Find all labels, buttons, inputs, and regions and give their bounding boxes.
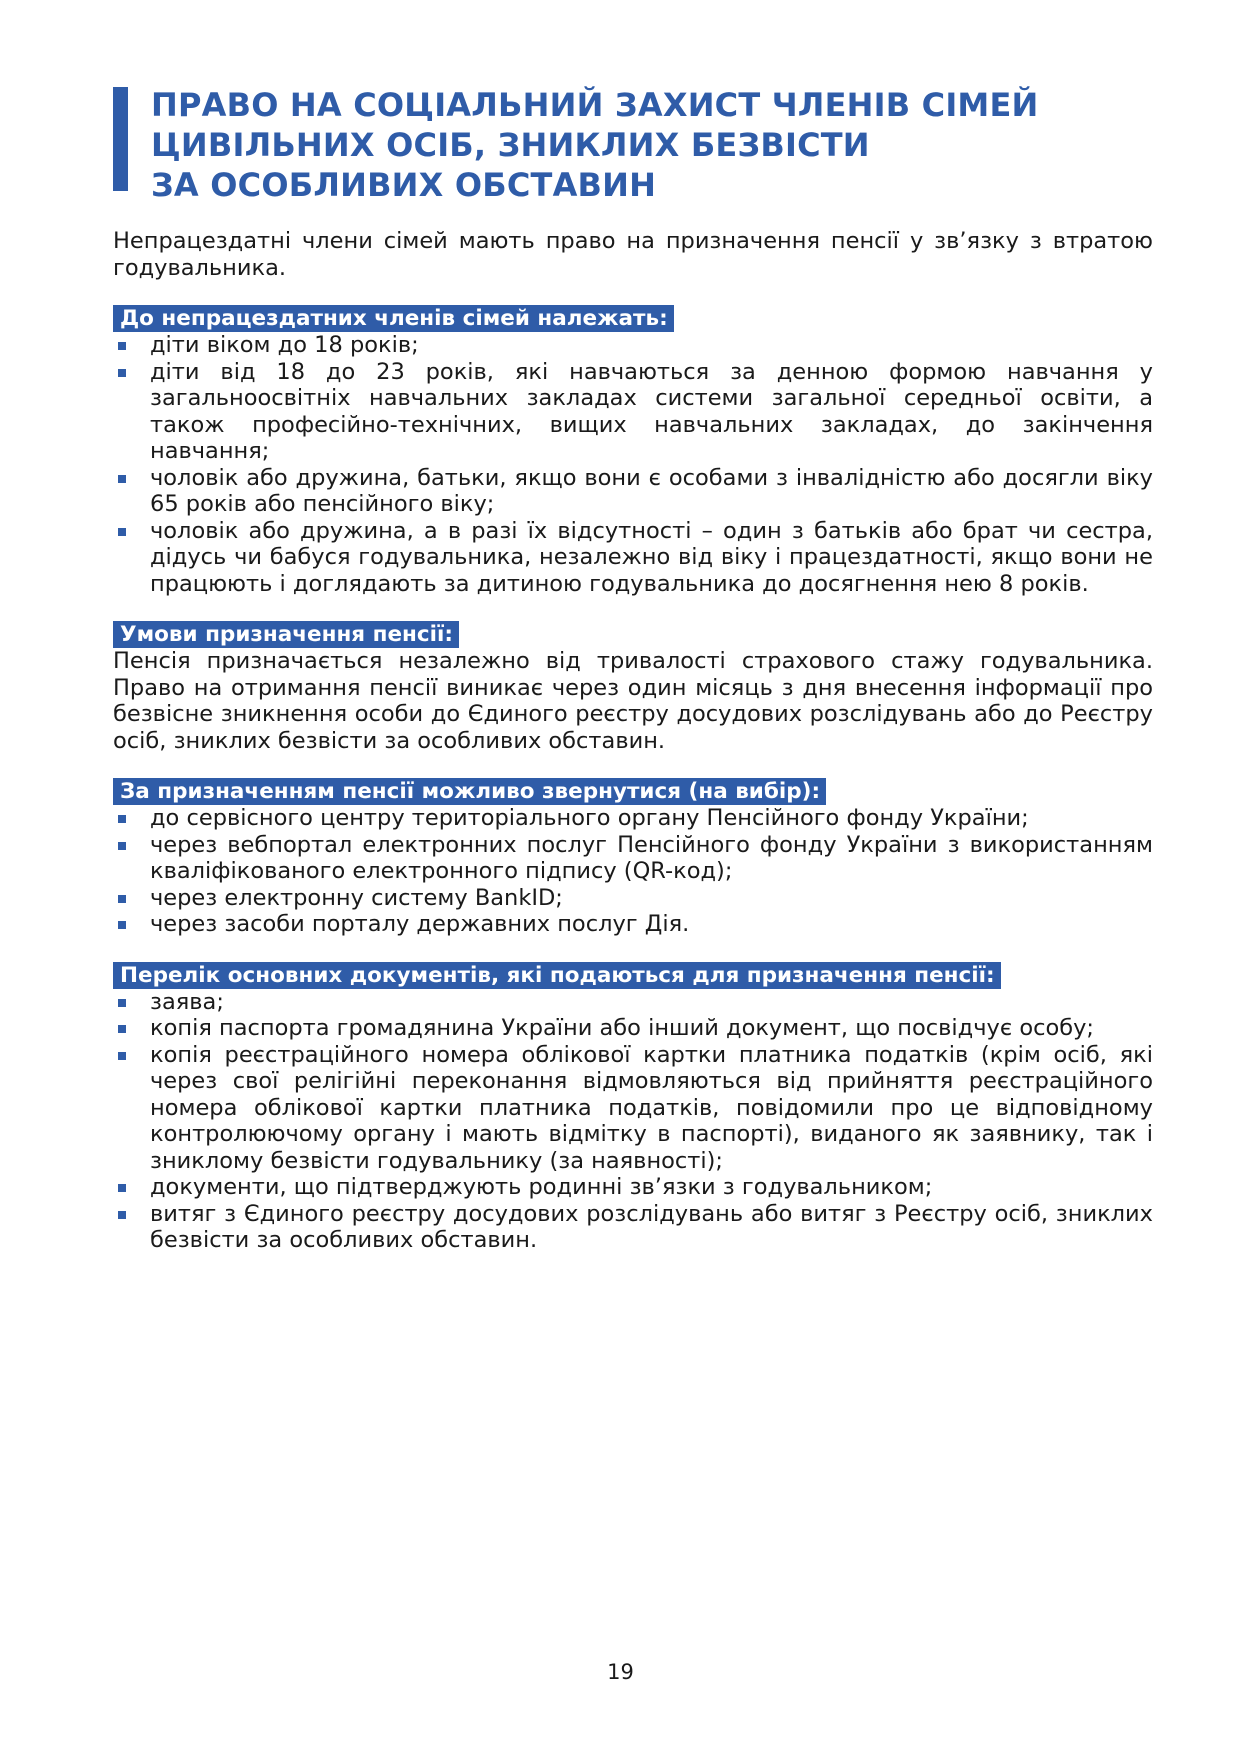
square-bullet-icon [118,842,126,850]
section-heading: Умови призначення пенсії: [113,621,459,648]
list-item: чоловік або дружина, а в разі їх відсутності – один з батьків або брат чи сестра, дідусь чи бабуся годувальника, незалежно від віку і працездатності, якщо вони не працюють і доглядають за дитиною годувальника до досягнення нею 8 років. [113,518,1153,598]
page-title [151,85,1039,205]
section-conditions [113,621,1153,754]
square-bullet-icon [118,1052,126,1060]
list-item: через електронну систему BankID; [113,885,1153,912]
square-bullet-icon [118,1184,126,1192]
conditions-paragraph: Пенсія призначається незалежно від тривалості страхового стажу годувальника. Право на отримання пенсії виникає через один місяць з дня внесення інформації про безвісне зникнення особи до Єдиного реєстру досудових розслідувань або до Реєстру осіб, зниклих безвісти за особливих обставин. [113,648,1153,754]
intro-paragraph: Непрацездатні члени сімей мають право на призначення пенсії у зв’язку з втратою годувальника. [113,228,1153,281]
square-bullet-icon [118,921,126,929]
page-number: 19 [607,1660,634,1684]
title-accent-bar [113,87,128,191]
list-item: копія паспорта громадянина України або інший документ, що посвідчує особу; [113,1015,1153,1042]
square-bullet-icon [118,1025,126,1033]
title-line-2: ЦИВІЛЬНИХ ОСІБ, ЗНИКЛИХ БЕЗВІСТИ [151,126,870,164]
square-bullet-icon [118,475,126,483]
square-bullet-icon [118,815,126,823]
square-bullet-icon [118,895,126,903]
title-line-3: ЗА ОСОБЛИВИХ ОБСТАВИН [151,166,657,204]
section-heading: Перелік основних документів, які подаються для призначення пенсії: [113,962,1001,989]
list-item: до сервісного центру територіального органу Пенсійного фонду України; [113,805,1153,832]
square-bullet-icon [118,999,126,1007]
list-item: витяг з Єдиного реєстру досудових розслідувань або витяг з Реєстру осіб, зниклих безвісти за особливих обставин. [113,1201,1153,1254]
bullet-list [113,805,1153,938]
bullet-list [113,332,1153,597]
list-item: через засоби порталу державних послуг Дія. [113,911,1153,938]
section-heading: За призначенням пенсії можливо звернутися (на вибір): [113,778,826,805]
list-item: діти віком до 18 років; [113,332,1153,359]
bullet-list [113,989,1153,1254]
content [113,228,1153,1254]
section-where-to-apply [113,778,1153,938]
list-item: копія реєстраційного номера облікової картки платника податків (крім осіб, які через свої релігійні переконання відмовляються від прийняття реєстраційного номера облікової картки платника податків, повідомили про це відповідному контролюючому органу і мають відмітку в паспорті), виданого як заявнику, так і зниклому безвісти годувальнику (за наявності); [113,1042,1153,1175]
square-bullet-icon [118,1211,126,1219]
section-family-members [113,305,1153,597]
list-item: документи, що підтверджують родинні зв’язки з годувальником; [113,1174,1153,1201]
list-item: через вебпортал електронних послуг Пенсійного фонду України з використанням кваліфікованого електронного підпису (QR-код); [113,832,1153,885]
section-documents [113,962,1153,1254]
list-item: заява; [113,989,1153,1016]
list-item: діти від 18 до 23 років, які навчаються за денною формою навчання у загальноосвітніх навчальних закладах системи загальної середньої освіти, а також професійно-технічних, вищих навчальних закладах, до закінчення навчання; [113,359,1153,465]
square-bullet-icon [118,528,126,536]
section-heading: До непрацездатних членів сімей належать: [113,305,674,332]
square-bullet-icon [118,369,126,377]
list-item: чоловік або дружина, батьки, якщо вони є особами з інвалідністю або досягли віку 65 років або пенсійного віку; [113,465,1153,518]
square-bullet-icon [118,342,126,350]
title-line-1: ПРАВО НА СОЦІАЛЬНИЙ ЗАХИСТ ЧЛЕНІВ СІМЕЙ [151,86,1039,124]
